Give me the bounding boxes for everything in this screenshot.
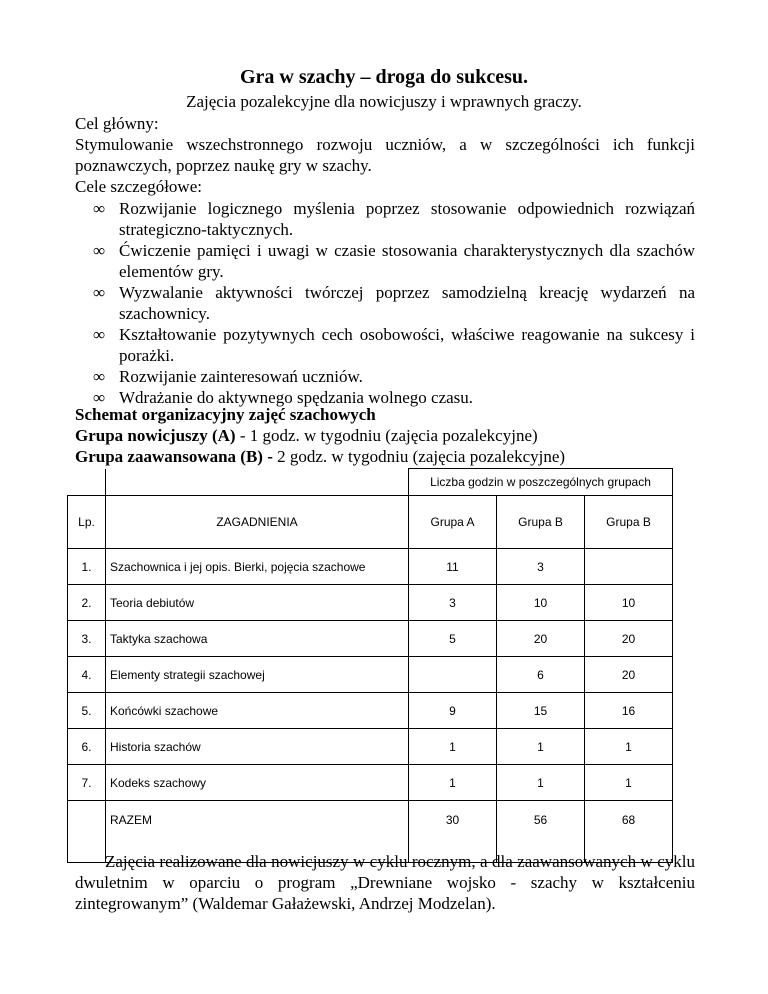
goal-text: Ćwiczenie pamięci i uwagi w czasie stosowania charakterystycznych dla szachów elementów gry. [119, 241, 695, 281]
row-lp: 6. [68, 729, 106, 765]
infinity-bullet-icon: ∞ [93, 367, 106, 386]
row-topic: Końcówki szachowe [106, 693, 409, 729]
table-header-lp: Lp. [68, 496, 106, 549]
specific-goals-list [75, 198, 695, 408]
row-group-b: 3 [497, 549, 585, 585]
schema-section [75, 404, 715, 467]
table-row [68, 693, 673, 729]
table-header-group-a: Grupa A [409, 496, 497, 549]
group-a-label: Grupa nowicjuszy (A) [75, 426, 236, 445]
document-title: Gra w szachy – droga do sukcesu. [240, 66, 528, 88]
table-row [68, 765, 673, 801]
schema-heading: Schemat organizacyjny zajęć szachowych [75, 405, 376, 424]
table-header-group-b-2: Grupa B [585, 496, 673, 549]
row-topic: Taktyka szachowa [106, 621, 409, 657]
goal-text: Wyzwalanie aktywności twórczej poprzez samodzielną kreację wydarzeń na szachownicy. [119, 283, 695, 323]
total-label: RAZEM [106, 801, 409, 863]
row-group-b-2: 1 [585, 765, 673, 801]
row-group-a: 1 [409, 729, 497, 765]
list-item [75, 282, 695, 324]
row-group-b: 6 [497, 657, 585, 693]
row-group-a: 3 [409, 585, 497, 621]
row-group-b: 10 [497, 585, 585, 621]
row-topic: Kodeks szachowy [106, 765, 409, 801]
table-row [68, 585, 673, 621]
row-group-b-2: 10 [585, 585, 673, 621]
total-group-b-2: 68 [585, 801, 673, 863]
row-lp: 2. [68, 585, 106, 621]
row-group-a [409, 657, 497, 693]
group-a-text: - 1 godz. w tygodniu (zajęcia pozalekcyjne) [235, 426, 538, 445]
total-group-a: 30 [409, 801, 497, 863]
document-subtitle: Zajęcia pozalekcyjne dla nowicjuszy i wprawnych graczy. [186, 92, 582, 111]
row-lp: 4. [68, 657, 106, 693]
row-group-a: 5 [409, 621, 497, 657]
goal-text: Wdrażanie do aktywnego spędzania wolnego czasu. [119, 388, 474, 407]
infinity-bullet-icon: ∞ [93, 199, 106, 218]
row-topic: Szachownica i jej opis. Bierki, pojęcia szachowe [106, 549, 409, 585]
row-topic: Teoria debiutów [106, 585, 409, 621]
specific-goals-label: Cele szczegółowe: [75, 177, 202, 196]
table-header-group-b: Grupa B [497, 496, 585, 549]
row-group-b-2: 20 [585, 621, 673, 657]
goal-text: Rozwijanie logicznego myślenia poprzez stosowanie odpowiednich rozwiązań strategiczno-taktycznych. [119, 199, 695, 239]
total-group-b: 56 [497, 801, 585, 863]
row-lp: 5. [68, 693, 106, 729]
row-lp: 3. [68, 621, 106, 657]
row-group-b: 1 [497, 765, 585, 801]
row-group-b-2: 20 [585, 657, 673, 693]
row-group-b: 1 [497, 729, 585, 765]
table-row [68, 621, 673, 657]
list-item [75, 324, 695, 366]
infinity-bullet-icon: ∞ [93, 241, 106, 260]
list-item [75, 198, 695, 240]
goal-text: Kształtowanie pozytywnych cech osobowości, właściwe reagowanie na sukcesy i porażki. [119, 325, 695, 365]
infinity-bullet-icon: ∞ [93, 325, 106, 344]
row-group-b: 20 [497, 621, 585, 657]
table-super-header: Liczba godzin w poszczególnych grupach [409, 469, 673, 496]
row-group-a: 1 [409, 765, 497, 801]
closing-paragraph: Zajęcia realizowane dla nowicjuszy w cyklu rocznym, a dla zaawansowanych w cyklu dwuletnim w oparciu o program „Drewniane wojsko - szachy w kształceniu zintegrowanym” (Waldemar Gałażewski, Andrzej Modzelan). [75, 852, 695, 913]
row-group-b: 15 [497, 693, 585, 729]
table-row [68, 657, 673, 693]
group-b-label: Grupa zaawansowana (B) - [75, 447, 273, 466]
row-topic: Elementy strategii szachowej [106, 657, 409, 693]
row-lp: 1. [68, 549, 106, 585]
row-group-a: 9 [409, 693, 497, 729]
main-goal-text: Stymulowanie wszechstronnego rozwoju uczniów, a w szczególności ich funkcji poznawczych, poprzez naukę gry w szachy. [75, 135, 695, 175]
table-row [68, 549, 673, 585]
hours-table [67, 468, 673, 863]
infinity-bullet-icon: ∞ [93, 283, 106, 302]
row-topic: Historia szachów [106, 729, 409, 765]
table-row [68, 729, 673, 765]
group-b-text: 2 godz. w tygodniu (zajęcia pozalekcyjne) [272, 447, 566, 466]
table-header-topic: ZAGADNIENIA [106, 496, 409, 549]
list-item [75, 366, 695, 387]
row-lp: 7. [68, 765, 106, 801]
row-group-b-2: 16 [585, 693, 673, 729]
list-item [75, 240, 695, 282]
row-group-a: 11 [409, 549, 497, 585]
row-group-b-2 [585, 549, 673, 585]
goal-text: Rozwijanie zainteresowań uczniów. [119, 367, 363, 386]
main-goal-label: Cel główny: [75, 114, 159, 133]
infinity-bullet-icon: ∞ [93, 388, 106, 407]
row-group-b-2: 1 [585, 729, 673, 765]
